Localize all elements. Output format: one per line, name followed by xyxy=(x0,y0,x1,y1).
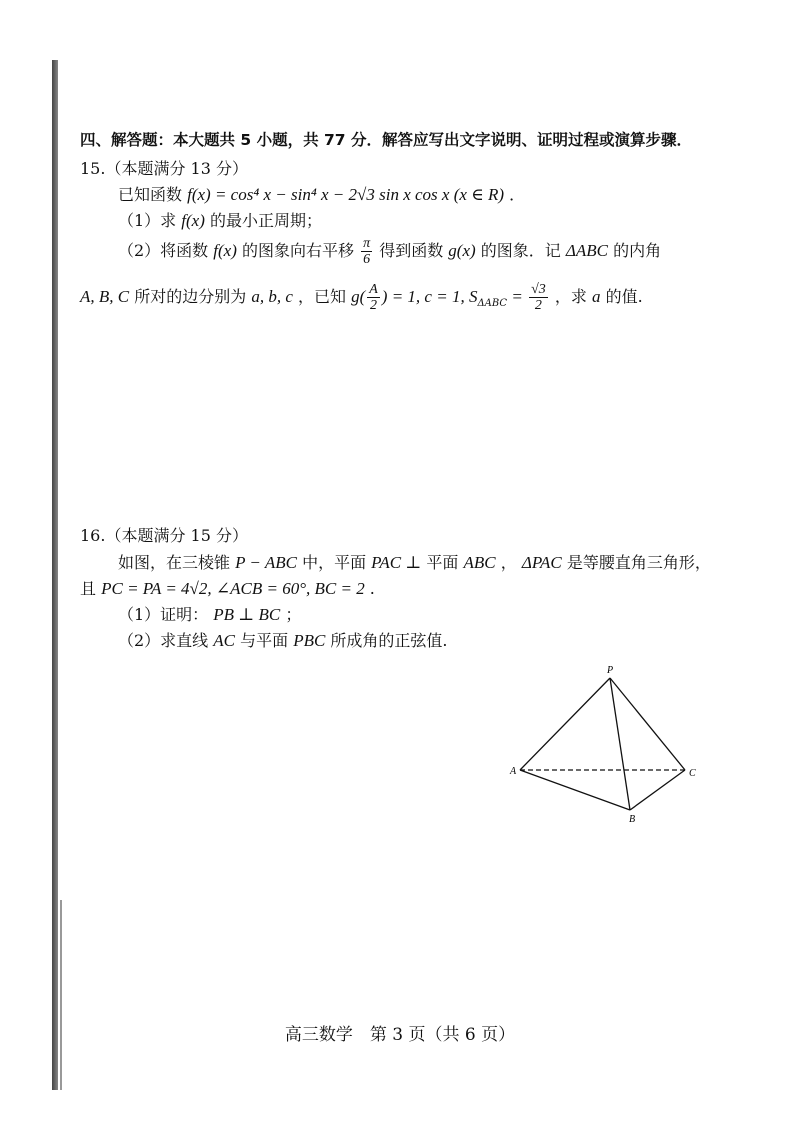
edge-pa xyxy=(520,678,610,770)
q15-line2-fraction xyxy=(367,282,380,313)
q16-part2 xyxy=(118,628,448,651)
q15-line2-tail: 的值. xyxy=(605,287,643,306)
q15-part2-line2 xyxy=(80,282,643,313)
q15-line2-known: ，已知 xyxy=(297,287,346,306)
q15-part1-formula: f(x) xyxy=(181,211,205,230)
label-b: B xyxy=(629,814,636,825)
q16-stem-line2 xyxy=(80,576,375,599)
q16-stem-1b: P − ABC xyxy=(235,553,297,572)
q16-part2-ac: AC xyxy=(213,631,236,650)
q15-line2-fraction2 xyxy=(529,282,548,313)
q15-stem-formula: f(x) = cos⁴ x − sin⁴ x − 2√3 sin x cos x (x ∈ R) xyxy=(187,185,505,204)
q16-part2-prefix: （2）求直线 xyxy=(118,631,209,650)
q15-part2-f: f(x) xyxy=(213,241,237,260)
fraction-denominator: 2 xyxy=(534,298,542,313)
q16-stem-1a: 如图，在三棱锥 xyxy=(118,553,231,572)
q16-part1-suffix: ； xyxy=(285,605,302,624)
q15-stem-suffix: ． xyxy=(509,185,526,204)
label-a: A xyxy=(510,766,517,777)
fraction-numerator: π xyxy=(363,236,371,251)
q16-part2-mid: 与平面 xyxy=(240,631,289,650)
q16-stem-2b: PC = PA = 4√2, ∠ACB = 60°, BC = 2 xyxy=(101,579,365,598)
q16-part1 xyxy=(118,602,301,625)
q15-part2-mid: 的图象向右平移 xyxy=(241,241,354,260)
q15-angles: A, B, C xyxy=(80,287,130,306)
q16-stem-1e: 平面 xyxy=(426,553,459,572)
q16-stem-2c: . xyxy=(369,579,375,598)
q15-part2-end: 的内角 xyxy=(613,241,662,260)
edge-ab xyxy=(520,770,630,810)
q15-line2-a: a xyxy=(591,287,601,306)
q15-part1-suffix: 的最小正周期； xyxy=(209,211,322,230)
edge-pb xyxy=(610,678,630,810)
q15-part2-mid3: 的图象．记 xyxy=(480,241,561,260)
q16-stem-1g: ， xyxy=(500,553,517,572)
q16-part2-suffix: 所成角的正弦值. xyxy=(330,631,448,650)
label-c: C xyxy=(689,768,696,779)
section-heading: 四、解答题：本大题共 5 小题，共 77 分．解答应写出文字说明、证明过程或演算步骤． xyxy=(80,131,692,149)
q15-line2-mid: 所对的边分别为 xyxy=(134,287,247,306)
q16-part1-prefix: （1）证明： xyxy=(118,605,209,624)
q15-sides: a, b, c xyxy=(251,287,293,306)
pyramid-figure xyxy=(505,660,705,830)
q16-stem-1f: ABC xyxy=(463,553,496,572)
q15-line2-eq: = xyxy=(507,287,528,306)
q15-part2-fraction xyxy=(361,236,372,267)
q15-line2-cond: ) = 1, c = 1, S xyxy=(381,287,478,306)
edge-bc xyxy=(630,770,685,810)
scan-edge-shadow xyxy=(60,900,62,1090)
q15-part1-prefix: （1）求 xyxy=(118,211,177,230)
q15-part2-triangle: ΔABC xyxy=(565,241,608,260)
q15-part1 xyxy=(118,208,322,231)
q16-stem-1d: PAC ⊥ xyxy=(371,553,422,572)
q15-area-subscript: ΔABC xyxy=(477,298,508,310)
q15-line2-g: g( xyxy=(351,287,366,306)
scan-edge xyxy=(52,60,58,1090)
q15-part2-mid2: 得到函数 xyxy=(379,241,444,260)
fraction-denominator: 2 xyxy=(370,298,378,313)
pyramid-diagram xyxy=(505,660,705,830)
q16-stem-1c: 中，平面 xyxy=(302,553,367,572)
fraction-numerator: A xyxy=(369,282,378,297)
q16-stem-1h: ΔPAC xyxy=(521,553,562,572)
q15-stem xyxy=(118,182,525,205)
q15-part2-prefix: （2）将函数 xyxy=(118,241,209,260)
q16-stem-line1 xyxy=(118,550,711,573)
q16-part2-pbc: PBC xyxy=(293,631,326,650)
q15-header: 15.（本题满分 13 分） xyxy=(80,159,248,178)
q15-line2-ask: ，求 xyxy=(554,287,587,306)
q16-stem-2a: 且 xyxy=(80,579,97,598)
q15-part2 xyxy=(118,236,661,267)
page-footer: 高三数学 第 3 页（共 6 页） xyxy=(284,1025,516,1045)
label-p: P xyxy=(607,665,614,676)
q16-part1-formula: PB ⊥ BC xyxy=(213,605,281,624)
fraction-denominator: 6 xyxy=(363,252,371,267)
q15-part2-g: g(x) xyxy=(448,241,476,260)
fraction-numerator: √3 xyxy=(531,282,546,297)
q16-header: 16.（本题满分 15 分） xyxy=(80,526,248,545)
q16-stem-1i: 是等腰直角三角形， xyxy=(566,553,711,572)
q15-stem-prefix: 已知函数 xyxy=(118,185,183,204)
